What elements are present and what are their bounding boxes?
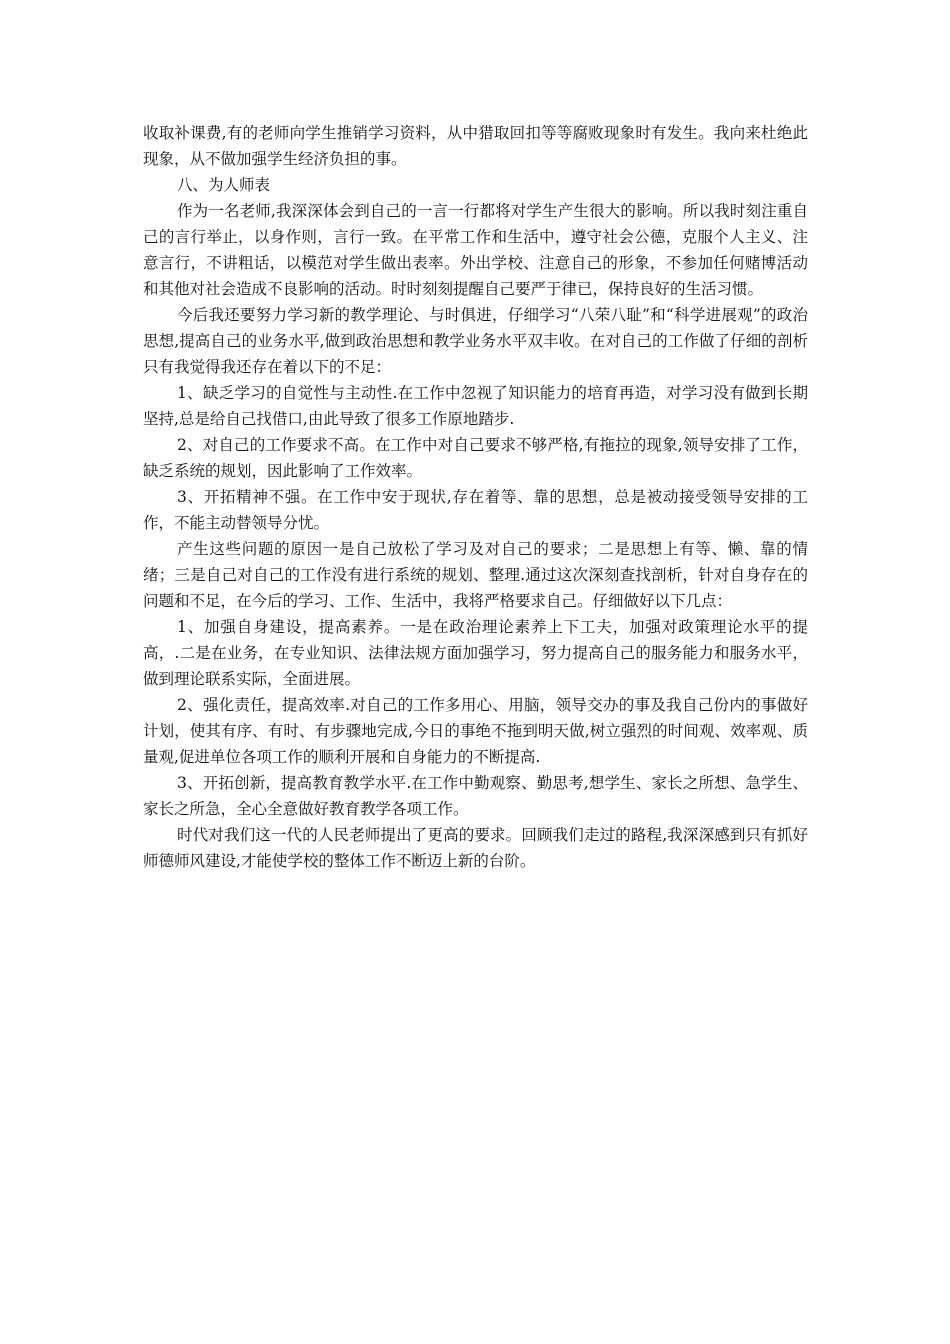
list-item: 2、对自己的工作要求不高。在工作中对自己要求不够严格,有拖拉的现象,领导安排了工作，缺乏系统的规划，因此影响了工作效率。 (143, 436, 808, 480)
paragraph: 作为一名老师,我深深体会到自己的一言一行都将对学生产生很大的影响。所以我时刻注重自己的言行举止，以身作则，言行一致。在平常工作和生活中，遵守社会公德，克服个人主义、注意言行，不讲粗话，以模范对学生做出表率。外出学校、注意自己的形象，不参加任何赌博活动和其他对社会造成不良影响的活动。时时刻刻提醒自己要严于律已，保持良好的生活习惯。 (143, 202, 808, 298)
paragraph: 产生这些问题的原因一是自己放松了学习及对自己的要求；二是思想上有等、懒、靠的情绪；三是自己对自己的工作没有进行系统的规划、整理.通过这次深刻查找剖析，针对自身存在的问题和不足，在今后的学习、工作、生活中，我将严格要求自己。仔细做好以下几点： (143, 540, 808, 610)
paragraph: 今后我还要努力学习新的教学理论、与时俱进，仔细学习“八荣八耻”和“科学进展观”的政治思想,提高自己的业务水平,做到政治思想和教学业务水平双丰收。在对自己的工作做了仔细的剖析只有我觉得我还存在着以下的不足： (143, 306, 808, 376)
paragraph-continuation: 收取补课费,有的老师向学生推销学习资料，从中猎取回扣等等腐败现象时有发生。我向来杜绝此现象，从不做加强学生经济负担的事。 (143, 124, 808, 168)
list-item: 1、加强自身建设，提高素养。一是在政治理论素养上下工夫，加强对政策理论水平的提高，.二是在业务，在专业知识、法律法规方面加强学习，努力提高自己的服务能力和服务水平，做到理论联系实际，全面进展。 (143, 618, 808, 688)
list-item: 3、开拓精神不强。在工作中安于现状,存在着等、靠的思想，总是被动接受领导安排的工作，不能主动替领导分忧。 (143, 488, 808, 532)
list-item: 3、开拓创新，提高教育教学水平.在工作中勤观察、勤思考,想学生、家长之所想、急学生、家长之所急，全心全意做好教育教学各项工作。 (143, 774, 808, 818)
section-heading: 八、为人师表 (177, 176, 271, 194)
paragraph-closing: 时代对我们这一代的人民老师提出了更高的要求。回顾我们走过的路程,我深深感到只有抓好师德师风建设,才能使学校的整体工作不断迈上新的台阶。 (143, 826, 808, 870)
list-item: 1、缺乏学习的自觉性与主动性.在工作中忽视了知识能力的培育再造，对学习没有做到长期坚持,总是给自己找借口,由此导致了很多工作原地踏步. (143, 384, 808, 428)
list-item: 2、强化责任，提高效率.对自己的工作多用心、用脑，领导交办的事及我自己份内的事做好计划，使其有序、有时、有步骤地完成,今日的事绝不拖到明天做,树立强烈的时间观、效率观、质量观,促进单位各项工作的顺利开展和自身能力的不断提高. (143, 696, 808, 766)
document-body (143, 120, 808, 874)
